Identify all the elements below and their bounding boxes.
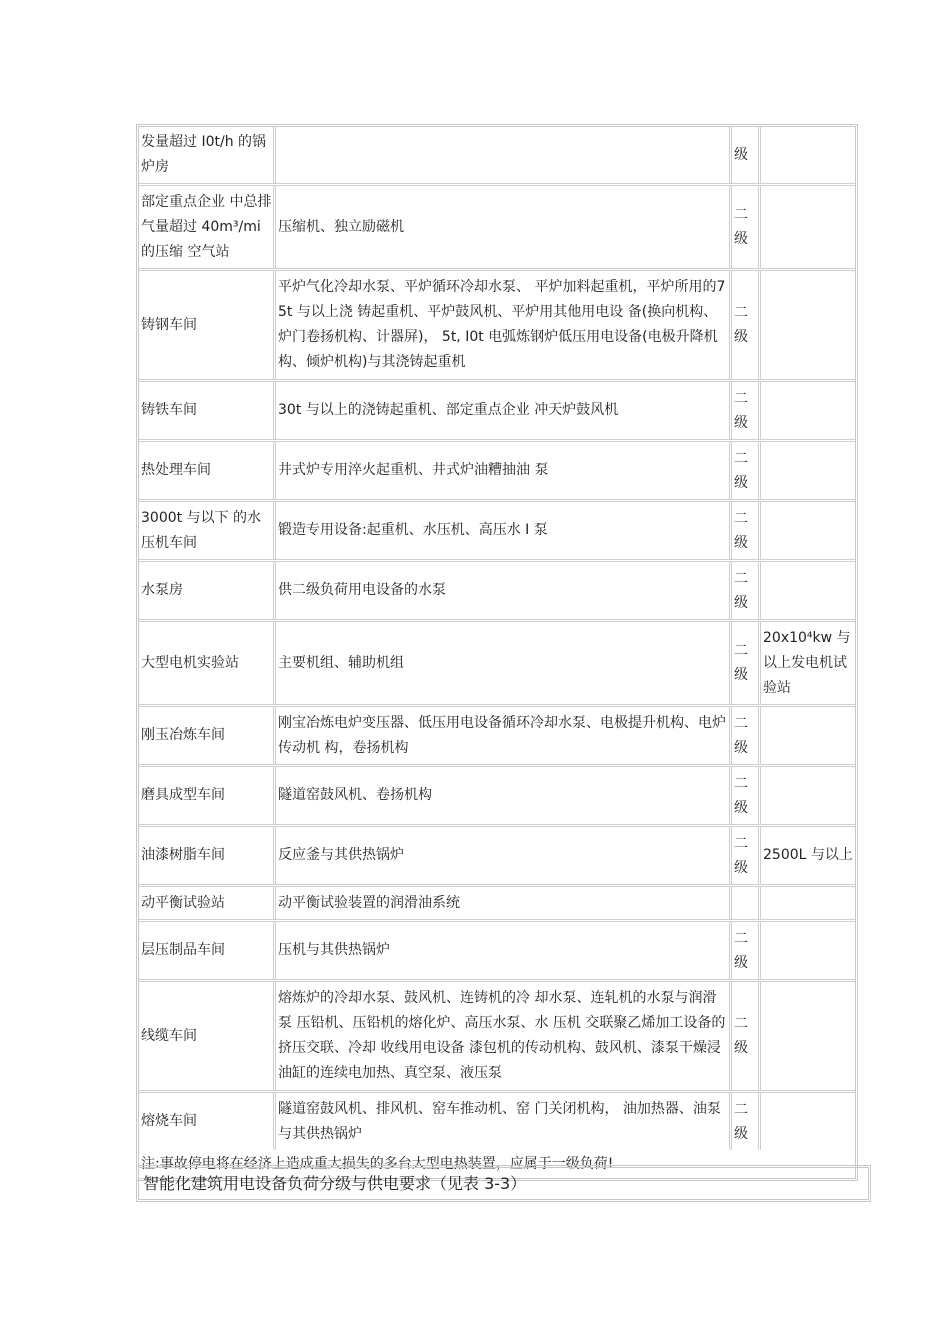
section-caption: 智能化建筑用电设备负荷分级与供电要求（见表 3-3） xyxy=(136,1165,871,1202)
table-footnote: 注:事故停电将在经济上造成重大损失的多台大型电热装置，应属于一级负荷! xyxy=(141,1156,614,1172)
equipment-cell: 压缩机、独立励磁机 xyxy=(276,186,732,268)
load-level-cell: 二级 xyxy=(732,562,761,619)
workshop-cell: 3000t 与以下 的水压机车间 xyxy=(139,502,276,559)
load-level-cell: 二级 xyxy=(732,502,761,559)
load-level-cell: 级 xyxy=(732,127,761,183)
equipment-cell: 主要机组、辅助机组 xyxy=(276,622,732,704)
workshop-cell: 水泵房 xyxy=(139,562,276,619)
load-level-cell: 二级 xyxy=(732,271,761,379)
equipment-cell: 锻造专用设备:起重机、水压机、高压水 I 泵 xyxy=(276,502,732,559)
remark-cell xyxy=(761,767,855,824)
remark-cell xyxy=(761,442,855,499)
remark-cell xyxy=(761,271,855,379)
load-level-cell: 二级 xyxy=(732,982,761,1090)
workshop-cell: 热处理车间 xyxy=(139,442,276,499)
load-level-cell: 二级 xyxy=(732,707,761,764)
remark-cell xyxy=(761,502,855,559)
equipment-cell: 动平衡试验装置的润滑油系统 xyxy=(276,887,732,919)
equipment-cell: 平炉气化冷却水泵、平炉循环冷却水泵、 平炉加料起重机，平炉所用的75t 与以上浇 铸起重机、平炉鼓风机、平炉用其他用电设 备(换向机构、炉门卷扬机构、计器屏)， 5t, I0t 电弧炼钢炉低压用电设备(电极升降机构、倾炉机构)与其浇铸起重机 xyxy=(276,271,732,379)
load-level-cell: 二级 xyxy=(732,767,761,824)
table-row xyxy=(139,922,855,982)
workshop-cell: 部定重点企业 中总排气量超过 40m³/mi的压缩 空气站 xyxy=(139,186,276,268)
load-classification-table xyxy=(136,124,858,1181)
load-level-cell: 二级 xyxy=(732,922,761,979)
load-level-cell: 二级 xyxy=(732,827,761,884)
workshop-cell: 线缆车间 xyxy=(139,982,276,1090)
workshop-cell: 刚玉冶炼车间 xyxy=(139,707,276,764)
equipment-cell: 反应釜与其供热锅炉 xyxy=(276,827,732,884)
remark-cell xyxy=(761,562,855,619)
table-row xyxy=(139,562,855,622)
equipment-cell: 刚宝冶炼电炉变压器、低压用电设备循环冷却水泵、电极提升机构、电炉传动机 构，卷扬机构 xyxy=(276,707,732,764)
workshop-cell: 铸铁车间 xyxy=(139,382,276,439)
workshop-cell: 磨具成型车间 xyxy=(139,767,276,824)
equipment-cell: 压机与其供热锅炉 xyxy=(276,922,732,979)
remark-cell xyxy=(761,982,855,1090)
table-row xyxy=(139,827,855,887)
workshop-cell: 铸钢车间 xyxy=(139,271,276,379)
table-row xyxy=(139,382,855,442)
equipment-cell: 熔炼炉的冷却水泵、鼓风机、连铸机的冷 却水泵、连轧机的水泵与润滑泵 压铅机、压铅机的熔化炉、高压水泵、水 压机 交联聚乙烯加工设备的挤压交联、冷却 收线用电设备 漆包机的传动机构、鼓风机、漆泵干燥浸 油缸的连续电加热、真空泵、液压泵 xyxy=(276,982,732,1090)
workshop-cell: 油漆树脂车间 xyxy=(139,827,276,884)
remark-cell xyxy=(761,922,855,979)
table-row xyxy=(139,186,855,271)
workshop-cell: 大型电机实验站 xyxy=(139,622,276,704)
remark-cell xyxy=(761,127,855,183)
table-row xyxy=(139,982,855,1093)
table-row xyxy=(139,707,855,767)
remark-cell xyxy=(761,1093,855,1150)
load-level-cell: 二级 xyxy=(732,382,761,439)
table-row xyxy=(139,127,855,186)
table-row xyxy=(139,767,855,827)
equipment-cell xyxy=(276,127,732,183)
table-row xyxy=(139,442,855,502)
equipment-cell: 井式炉专用淬火起重机、井式炉油糟抽油 泵 xyxy=(276,442,732,499)
remark-cell: 2500L 与以上 xyxy=(763,847,853,863)
workshop-cell: 层压制品车间 xyxy=(139,922,276,979)
load-level-cell: 二级 xyxy=(732,622,761,704)
table-row xyxy=(139,622,855,707)
remark-cell xyxy=(761,707,855,764)
table-row xyxy=(139,502,855,562)
remark-cell xyxy=(761,186,855,268)
workshop-cell: 发量超过 I0t/h 的锅炉房 xyxy=(139,127,276,183)
remark-cell: 20x10⁴kw 与以上发电机试验站 xyxy=(763,629,851,696)
workshop-cell: 动平衡试验站 xyxy=(139,887,276,919)
table-row xyxy=(139,887,855,922)
load-level-cell: 二级 xyxy=(732,1093,761,1150)
remark-cell xyxy=(761,382,855,439)
remark-cell xyxy=(761,887,855,919)
load-level-cell xyxy=(732,887,761,919)
workshop-cell: 熔烧车间 xyxy=(139,1093,276,1150)
table-row xyxy=(139,271,855,382)
load-level-cell: 二级 xyxy=(732,186,761,268)
equipment-cell: 隧道窑鼓风机、排风机、窑车推动机、窑 门关闭机构， 油加热器、油泵与其供热锅炉 xyxy=(276,1093,732,1150)
equipment-cell: 供二级负荷用电设备的水泵 xyxy=(276,562,732,619)
table-row xyxy=(139,1093,855,1150)
equipment-cell: 30t 与以上的浇铸起重机、部定重点企业 冲天炉鼓风机 xyxy=(276,382,732,439)
equipment-cell: 隧道窑鼓风机、卷扬机构 xyxy=(276,767,732,824)
load-level-cell: 二级 xyxy=(732,442,761,499)
